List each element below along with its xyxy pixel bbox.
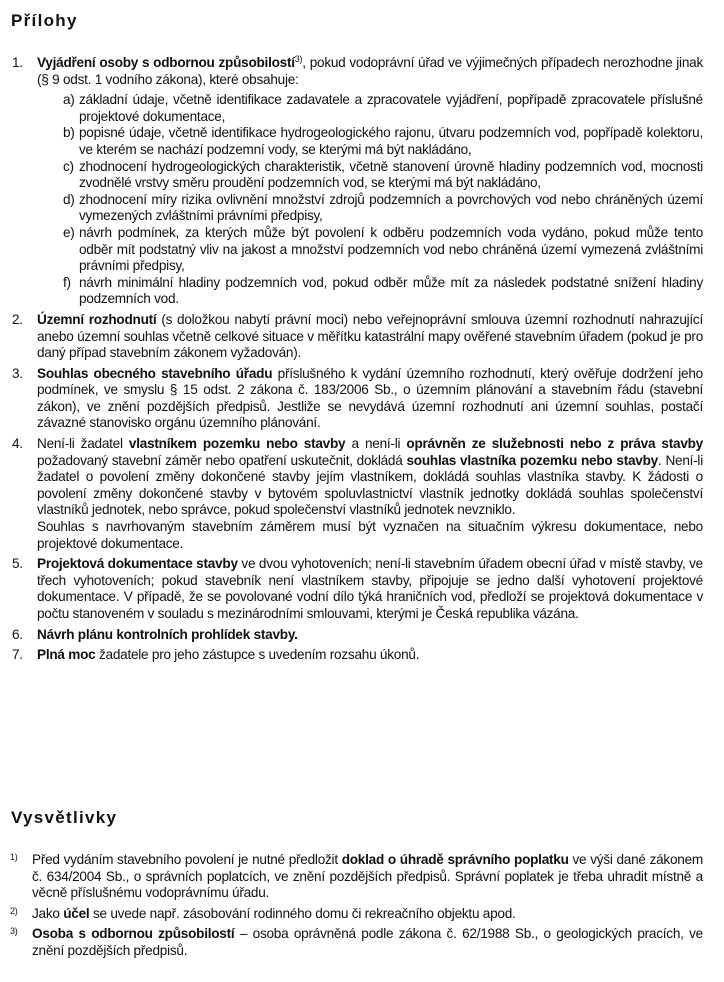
item-number: 6.	[12, 626, 23, 642]
item-number: 1.	[12, 55, 23, 70]
footnote-mark: 3)	[10, 926, 18, 937]
subitem-text: návrh minimální hladiny podzemních vod, pokud odběr může mít za následek podstatné snížení hladiny podzemních vod.	[79, 274, 703, 307]
attachments-list	[0, 55, 724, 668]
subitem-e	[37, 225, 703, 275]
footnote-emphasis: Osoba s odbornou způsobilostí	[32, 926, 235, 942]
attachment-item-5	[0, 556, 724, 622]
footnote-text: – osoba oprávněná podle zákona č. 62/1988 Sb., o geologických pracích, ve znění pozdějších předpisů.	[32, 926, 703, 958]
footnote-1	[0, 852, 724, 902]
item-title: Návrh plánu kontrolních prohlídek stavby.	[37, 626, 298, 642]
item-number: 5.	[12, 556, 23, 572]
footnote-emphasis: účel	[63, 905, 90, 921]
item-note: Souhlas s navrhovaným stavebním záměrem musí být vyznačen na situačním výkresu dokumentace, nebo projektové dokumentace.	[37, 519, 703, 551]
subitem-text: popisné údaje, včetně identifikace hydrogeologického rajonu, útvaru podzemních vod, popřípadě kolektoru, ve kterém se nachází podzemní vody, se kterými má být nakládáno,	[79, 125, 703, 157]
item-text: (s doložkou nabytí právní moci) nebo veřejnoprávní smlouva územní rozhodnutí nahrazující anebo územní souhlas včetně celkové situace v měřítku katastrální mapy ověřené stavebním úřadem (pokud je pro daný případ stavebním zákonem vyžadován).	[37, 311, 704, 361]
item-emphasis: souhlas vlastníka pozemku nebo stavby	[406, 452, 658, 468]
item-emphasis: vlastníkem pozemku nebo stavby	[128, 436, 346, 452]
item-number: 2.	[12, 311, 23, 327]
attachment-item-3	[0, 366, 724, 432]
footnote-text: Jako	[32, 905, 64, 921]
item-number: 7.	[12, 647, 23, 663]
subitem-c	[37, 159, 703, 192]
item-title: Projektová dokumentace stavby	[37, 556, 238, 572]
attachments-heading: Přílohy	[11, 11, 78, 30]
footnote-emphasis: doklad o úhradě správního poplatku	[341, 852, 569, 867]
footnote-text: ve výši dané zákonem č. 634/2004 Sb., o správních poplatcích, ve znění pozdějších předpisů. Správní poplatek je třeba uhradit místně a věcně příslušnému vodoprávnímu úřadu.	[32, 852, 703, 901]
subitem-letter: b)	[63, 125, 75, 141]
explanations-heading: Vysvětlivky	[11, 808, 118, 827]
subitem-f	[37, 275, 703, 308]
item-text: , pokud vodoprávní úřad ve výjimečných případech nerozhodne jinak (§ 9 odst. 1 vodního zákona), které obsahuje:	[37, 55, 703, 87]
item-text: . Není-li žadatel o povolení změny dokončené stavby jejím vlastníkem, dokládá souhlas vlastníka stavby. K žádosti o povolení změny dokončené stavby v bytovém spoluvlastnictví vlastník jednotky dokládá souhlas společenství vlastníků jednotek, nebo správce, pokud společenství vlastníků jednotek nevzniklo.	[37, 452, 703, 518]
item-title: Souhlas obecného stavebního úřadu	[37, 365, 273, 381]
footnote-mark: 1)	[10, 852, 18, 862]
subitem-letter: c)	[63, 158, 74, 174]
explanations-list	[0, 852, 724, 964]
item-title: Plná moc	[37, 647, 96, 663]
attachment-item-6	[0, 627, 724, 644]
footnote-mark: 2)	[10, 905, 18, 916]
footnote-3	[0, 926, 724, 959]
item-emphasis: oprávněn ze služebnosti nebo z práva stavby	[406, 436, 703, 452]
item-text: žadatele pro jeho zástupce s uvedením rozsahu úkonů.	[95, 647, 420, 663]
footnote-text: se uvede např. zásobování rodinného domu či rekreačního objektu apod.	[89, 905, 516, 921]
subitem-a	[37, 92, 703, 125]
attachment-item-4	[0, 436, 724, 552]
item-number: 3.	[12, 365, 23, 381]
attachment-item-2	[0, 312, 724, 362]
subitem-b	[37, 125, 703, 158]
item-text: ve dvou vyhotoveních; není-li stavebním úřadem obecní úřad v místě stavby, ve třech vyhotoveních; pokud stavebník není vlastníkem stavby, připojuje se jedno další vyhotovení projektové dokumentace. V případě, že se povolované vodní dílo týká hraničních vod, předloží se projektová dokumentace v počtu stanoveném v souladu s mezinárodními smlouvami, kterými je Česká republika vázána.	[37, 556, 703, 621]
subitem-text: zhodnocení míry rizika ovlivnění množství zdrojů podzemních a povrchových vod nebo chráněných území vymezených zvláštními právními předpisy,	[79, 191, 703, 224]
item-text: a není-li	[345, 436, 407, 452]
footnote-2	[0, 906, 724, 923]
attachment-item-7	[0, 647, 724, 664]
subitem-d	[37, 192, 703, 225]
item-text: příslušného k vydání územního rozhodnutí, který ověřuje dodržení jeho podmínek, ve smyslu § 15 odst. 2 zákona č. 183/2006 Sb., o územním plánování a stavebním řádu (stavební zákon), ve znění pozdějších předpisů. Jestliže se nevydává územní rozhodnutí ani územní souhlas, postačí závazné stanovisko orgánu územního plánování.	[37, 365, 703, 431]
footnote-ref: 3)	[294, 54, 303, 64]
item-number: 4.	[12, 436, 23, 452]
subitem-letter: d)	[63, 191, 75, 207]
subitem-text: základní údaje, včetně identifikace zadavatele a zpracovatele vyjádření, popřípadě zpracovatele příslušné projektové dokumentace,	[79, 92, 703, 124]
item-text: požadovaný stavební záměr nebo opatření uskutečnit, dokládá	[37, 452, 407, 468]
footnote-text: Před vydáním stavebního povolení je nutné předložit	[32, 852, 342, 867]
item-title: Vyjádření osoby s odbornou způsobilostí	[37, 55, 295, 70]
item-text: Není-li žadatel	[37, 436, 129, 452]
attachment-item-1	[0, 55, 724, 308]
subitem-letter: e)	[63, 224, 75, 240]
subitem-text: zhodnocení hydrogeologických charakteristik, včetně stanovení úrovně hladiny podzemních vod, mocnosti zvodnělé vrstvy směru proudění podzemních vod, se kterými má být nakládáno,	[79, 158, 703, 191]
subitem-letter: a)	[63, 92, 75, 108]
subitem-letter: f)	[63, 274, 71, 290]
item-title: Územní rozhodnutí	[37, 311, 157, 327]
subitem-text: návrh podmínek, za kterých může být povolení k odběru podzemních voda vydáno, pokud může tento odběr mít podstatný vliv na jakost a množství podzemních vod nebo chráněná území vymezená zvláštními právními předpisy,	[79, 224, 703, 274]
